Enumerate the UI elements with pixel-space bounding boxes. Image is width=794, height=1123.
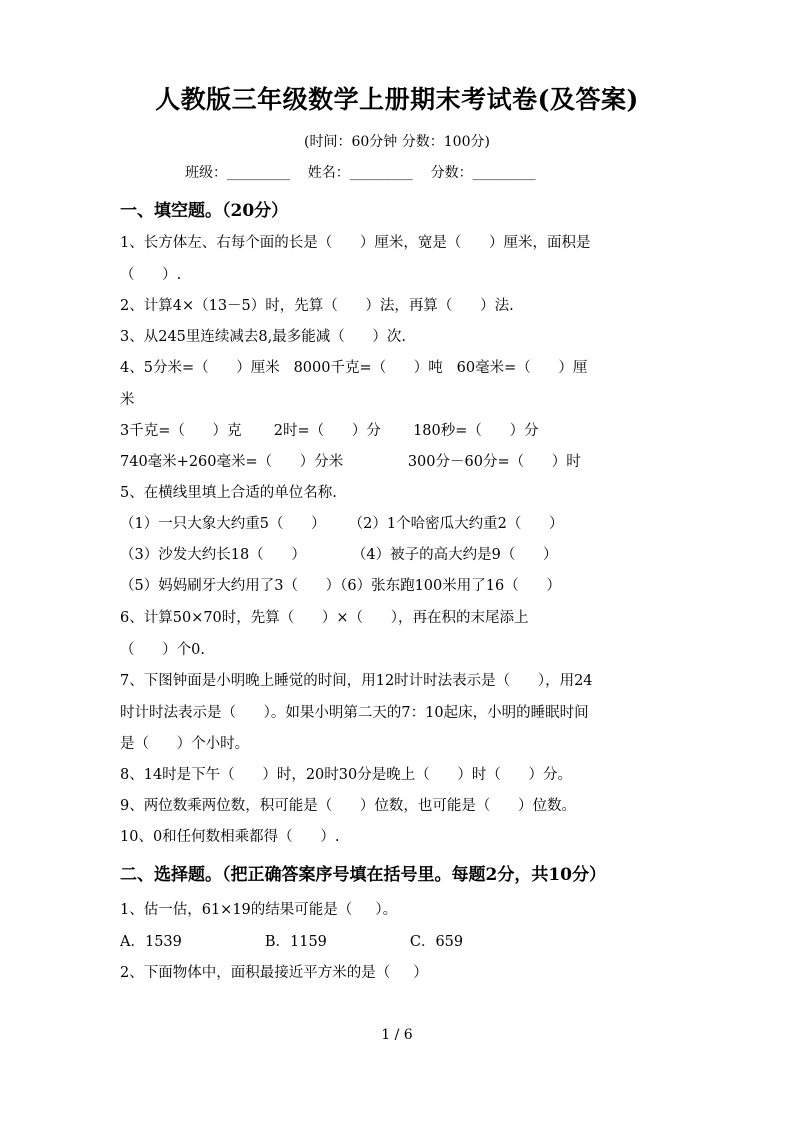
question-line: 9、两位数乘两位数，积可能是（ ）位数，也可能是（ ）位数。: [120, 798, 577, 814]
student-info-line: 班级：_________ 姓名：_________ 分数：_________: [185, 165, 536, 181]
exam-title: 人教版三年级数学上册期末考试卷(及答案): [155, 85, 639, 114]
question-line: （ ）个0.: [120, 642, 205, 658]
question-line: （ ）.: [120, 267, 182, 283]
question-line: （5）妈妈刷牙大约用了3（ ）（6）张东跑100米用了16（ ）: [120, 578, 561, 594]
question-line: （1）一只大象大约重5（ ） （2）1个哈密瓜大约重2（ ）: [120, 516, 564, 532]
section-1-heading: 一、填空题。（20分）: [120, 201, 289, 221]
answer-options: A．1539 B．1159 C．659: [120, 934, 464, 950]
question-line: 时计时法表示是（ ）。如果小明第二天的7：10起床，小明的睡眠时间: [120, 705, 589, 721]
question-line: 2、下面物体中，面积最接近平方米的是（ ）: [120, 965, 428, 981]
question-line: 7、下图钟面是小明晚上睡觉的时间，用12时计时法表示是（ ），用24: [120, 673, 593, 689]
question-line: 3千克=（ ）克 2时=（ ）分 180秒=（ ）分: [120, 423, 539, 439]
question-line: 3、从245里连续减去8,最多能减（ ）次.: [120, 329, 406, 345]
section-2-heading: 二、选择题。（把正确答案序号填在括号里。每题2分，共10分）: [120, 865, 606, 885]
question-line: 是（ ）个小时。: [120, 736, 250, 752]
question-line: （3）沙发大约长18（ ） （4）被子的高大约是9（ ）: [120, 547, 558, 563]
exam-time-score: (时间：60分钟 分数：100分): [304, 134, 490, 150]
question-line: 2、计算4×（13－5）时，先算（ ）法，再算（ ）法.: [120, 298, 514, 314]
question-line: 8、14时是下午（ ）时，20时30分是晚上（ ）时（ ）分。: [120, 767, 573, 783]
question-line: 740毫米+260毫米=（ ）分米 300分－60分=（ ）时: [120, 454, 581, 470]
question-line: 5、在横线里填上合适的单位名称.: [120, 485, 337, 501]
question-line: 10、0和任何数相乘都得（ ）.: [120, 829, 340, 845]
page-number: 1 / 6: [381, 1027, 413, 1043]
question-line: 6、计算50×70时，先算（ ）×（ ），再在积的末尾添上: [120, 610, 529, 626]
question-line: 米: [120, 392, 135, 408]
question-line: 1、估一估，61×19的结果可能是（ ）。: [120, 902, 398, 918]
question-line: 1、长方体左、右每个面的长是（ ）厘米，宽是（ ）厘米，面积是: [120, 235, 591, 251]
question-line: 4、5分米=（ ）厘米 8000千克=（ ）吨 60毫米=（ ）厘: [120, 360, 588, 376]
